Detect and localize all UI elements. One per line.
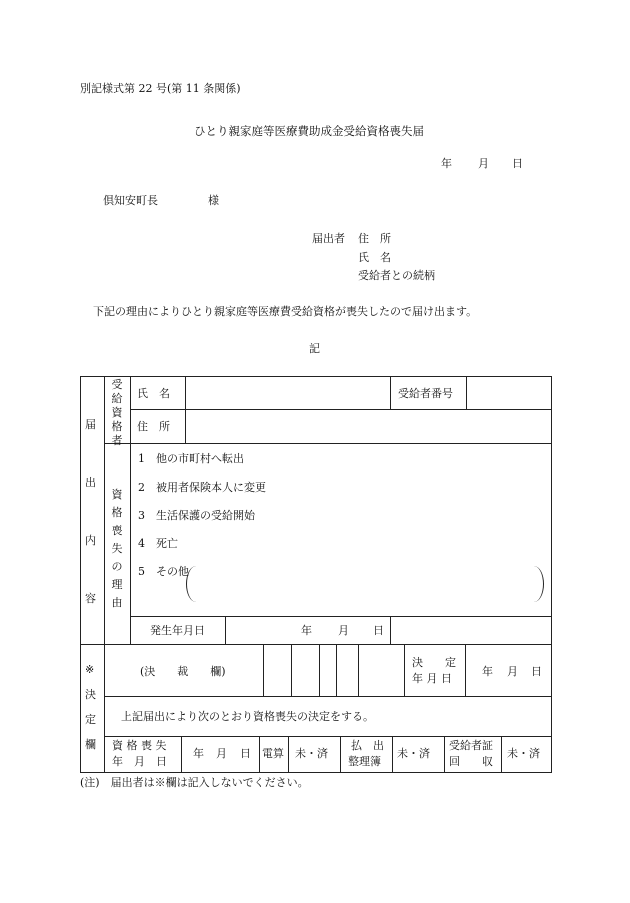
loss-year: 年 <box>193 747 204 760</box>
notifier-label: 届出者 <box>312 232 345 245</box>
loss-month: 月 <box>216 747 227 760</box>
recipient-number-label: 受給者番号 <box>398 387 453 400</box>
cert-status: 未・済 <box>507 747 540 760</box>
decision-month: 月 <box>507 665 518 678</box>
decision-mark-1: ※ <box>85 663 95 676</box>
section-char-4: 容 <box>85 592 96 605</box>
form-number: 別記様式第 22 号(第 11 条関係) <box>80 82 241 95</box>
occurrence-day: 日 <box>373 624 384 637</box>
decision-year: 年 <box>482 665 493 678</box>
qualified-person-label: 受 給 資 格 者 <box>111 378 123 447</box>
date-month-label: 月 <box>478 157 489 170</box>
decision-date-label-2: 年 月 日 <box>412 672 452 685</box>
other-reason-field[interactable] <box>186 566 544 604</box>
occurrence-date-label: 発生年月日 <box>150 624 205 637</box>
notifier-name-label: 氏 名 <box>358 251 391 264</box>
reason-1: 1 他の市町村へ転出 <box>138 452 244 465</box>
occurrence-month: 月 <box>338 624 349 637</box>
reason-2: 2 被用者保険本人に変更 <box>138 481 266 494</box>
recipient-suffix: 様 <box>208 194 219 207</box>
section-char-3: 内 <box>85 534 96 547</box>
loss-date-label-2: 年 月 日 <box>112 755 167 768</box>
section-char-2: 出 <box>85 476 96 489</box>
date-year-label: 年 <box>441 157 452 170</box>
computer-status: 未・済 <box>295 747 328 760</box>
ki-label: 記 <box>309 342 320 355</box>
cert-label-1: 受給者証 <box>449 739 493 752</box>
reason-5: 5 その他 <box>138 565 189 578</box>
address-label: 住 所 <box>137 420 170 433</box>
payment-label-1: 払 出 <box>351 739 384 752</box>
reason-3: 3 生活保護の受給開始 <box>138 509 255 522</box>
form-title: ひとり親家庭等医療費助成金受給資格喪失届 <box>194 124 424 138</box>
decision-mark-4: 欄 <box>85 738 96 751</box>
statement: 下記の理由によりひとり親家庭等医療費受給資格が喪失したので届け出ます。 <box>93 305 478 318</box>
reason-4: 4 死亡 <box>138 537 178 550</box>
date-day-label: 日 <box>512 157 523 170</box>
decision-statement: 上記届出により次のとおり資格喪失の決定をする。 <box>121 710 374 723</box>
payment-status: 未・済 <box>397 747 430 760</box>
notifier-relation-label: 受給者との続柄 <box>358 269 435 282</box>
occurrence-year: 年 <box>301 624 312 637</box>
cert-label-2: 回 収 <box>449 755 493 768</box>
loss-date-label-1: 資 格 喪 失 <box>112 739 167 752</box>
decision-mark-3: 定 <box>85 713 96 726</box>
reason-label: 資 格 喪 失 の 理 由 <box>111 488 123 609</box>
payment-label-2: 整理簿 <box>348 755 381 768</box>
computer-label: 電算 <box>262 747 284 760</box>
recipient-name: 倶知安町長 <box>103 194 158 207</box>
decision-day: 日 <box>531 665 542 678</box>
footer-note: (注) 届出者は※欄は記入しないでください。 <box>80 776 309 789</box>
name-label: 氏 名 <box>137 387 170 400</box>
loss-day: 日 <box>240 747 251 760</box>
notifier-address-label: 住 所 <box>358 232 391 245</box>
section-char-1: 届 <box>85 418 96 431</box>
decision-mark-2: 決 <box>85 688 96 701</box>
decision-date-label-1: 決 定 <box>412 656 456 669</box>
approval-label: (決 裁 欄) <box>140 665 226 678</box>
